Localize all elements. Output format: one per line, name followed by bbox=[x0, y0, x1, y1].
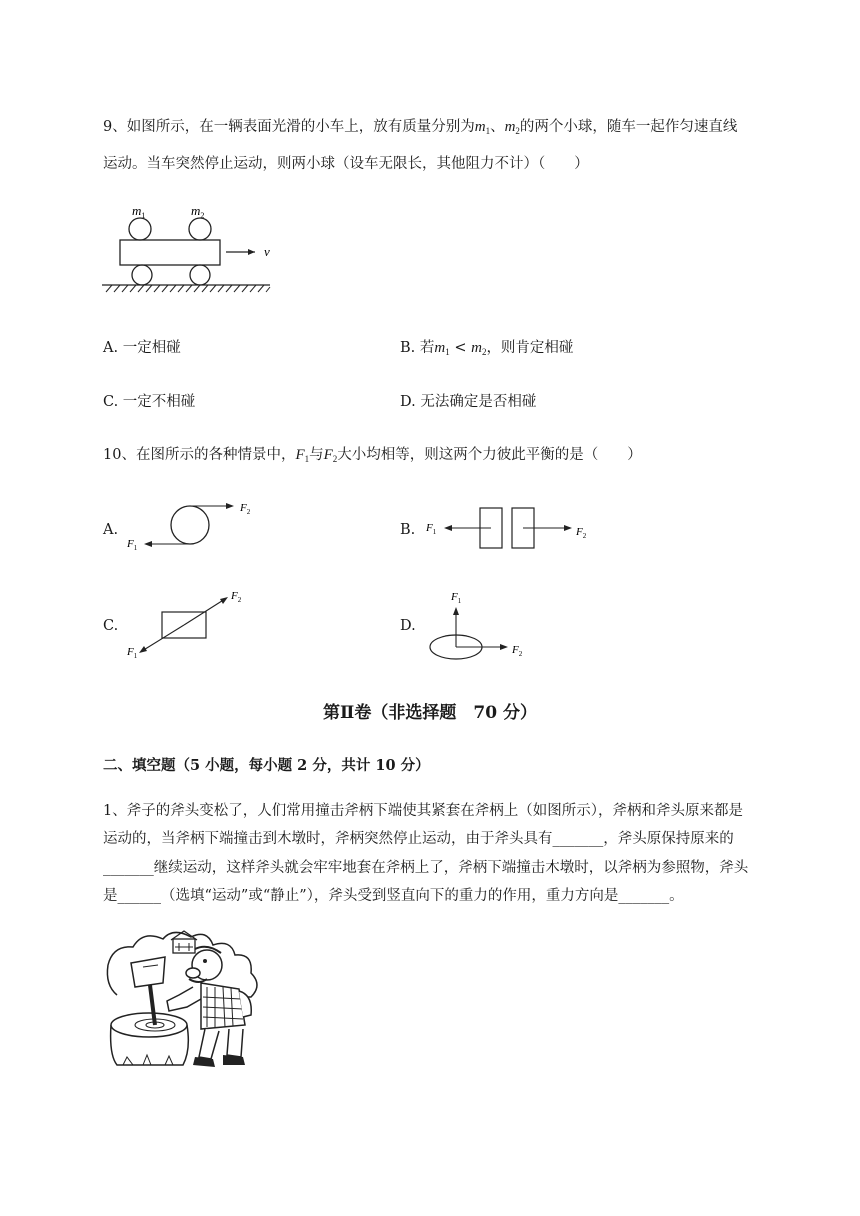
svg-text:F2: $F_2$ bbox=[240, 502, 251, 516]
q10-option-c-label[interactable]: C. bbox=[103, 618, 119, 634]
fill1-line3: _______继续运动，这样斧头就会牢牢地套在斧柄上了，斧柄下端撞击木墩时，以斧柄为参照物，斧头 bbox=[103, 860, 749, 876]
fill1-line1: 1、斧子的斧头变松了，人们常用撞击斧柄下端使其紧套在斧柄上（如图所示），斧柄和斧头原来都是 bbox=[103, 803, 743, 819]
part2-title: 第Ⅱ卷（非选择题 70 分） bbox=[323, 703, 537, 723]
q10-option-a-label[interactable]: A. bbox=[103, 522, 119, 538]
q10-figure-d bbox=[420, 585, 540, 665]
fill1-line2: 运动的，当斧柄下端撞击到木墩时，斧柄突然停止运动，由于斧头具有_______，斧头原保持原来的 bbox=[103, 831, 734, 847]
svg-text:F1: $F_1$ bbox=[451, 591, 462, 605]
ground-hatching bbox=[106, 285, 270, 292]
m1-symbol: $m_1$ bbox=[474, 119, 491, 136]
q9-line2: 运动。当车突然停止运动，则两小球（设车无限长，其他阻力不计）（ ） bbox=[103, 156, 589, 172]
svg-text:F1: $F_1$ bbox=[127, 538, 138, 552]
q9-option-d[interactable]: D. 无法确定是否相碰 bbox=[400, 394, 537, 410]
cart-label-m2: $m_2$ bbox=[191, 203, 205, 220]
q10-figure-c bbox=[120, 585, 260, 665]
q9-option-b[interactable]: B. 若$m_1 < m_2$，则肯定相碰 bbox=[400, 340, 574, 357]
q9-text-tail: 的两个小球，随车一起作匀速直线 bbox=[519, 119, 738, 135]
m2-symbol: $m_2$ bbox=[504, 119, 520, 136]
cart-figure bbox=[100, 198, 280, 298]
separator: 、 bbox=[490, 119, 505, 135]
q10-figure-a bbox=[120, 496, 270, 556]
section2-heading: 二、填空题（5 小题，每小题 2 分，共计 10 分） bbox=[103, 757, 430, 774]
q9-option-a[interactable]: A. 一定相碰 bbox=[103, 340, 181, 356]
f2-symbol: $F_2$ bbox=[323, 447, 338, 464]
q9-text: 9、如图所示，在一辆表面光滑的小车上，放有质量分别为 bbox=[103, 119, 475, 135]
svg-text:F2: $F_2$ bbox=[512, 644, 523, 658]
cart-wheel-right bbox=[190, 265, 210, 285]
q10-stem: 10、在图所示的各种情景中，$F_1$与$F_2$大小均相等，则这两个力彼此平衡的是（ ） bbox=[103, 447, 642, 464]
svg-text:F1: $F_1$ bbox=[127, 646, 138, 660]
q10-option-d-label[interactable]: D. bbox=[400, 618, 416, 634]
cart-label-m1: $m_1$ bbox=[132, 203, 146, 220]
q10-option-b-label[interactable]: B. bbox=[400, 522, 416, 538]
axe-cartoon-illustration bbox=[103, 925, 273, 1075]
cart-body bbox=[120, 240, 220, 265]
cart-wheel-left bbox=[132, 265, 152, 285]
velocity-arrowhead bbox=[248, 249, 255, 255]
velocity-label: v bbox=[264, 244, 270, 259]
ball-m1 bbox=[129, 218, 151, 240]
q9-line1 bbox=[103, 117, 737, 141]
svg-text:F2: $F_2$ bbox=[231, 590, 242, 604]
q10-figure-b bbox=[420, 505, 600, 555]
svg-text:F2: $F_2$ bbox=[576, 526, 587, 540]
f1-symbol: $F_1$ bbox=[295, 447, 310, 464]
fill1-line4: 是______（选填“运动”或“静止”），斧头受到竖直向下的重力的作用，重力方向是_______。 bbox=[103, 888, 684, 904]
svg-text:F1: $F_1$ bbox=[426, 522, 437, 536]
ball-m2 bbox=[189, 218, 211, 240]
q9-option-c[interactable]: C. 一定不相碰 bbox=[103, 394, 196, 410]
